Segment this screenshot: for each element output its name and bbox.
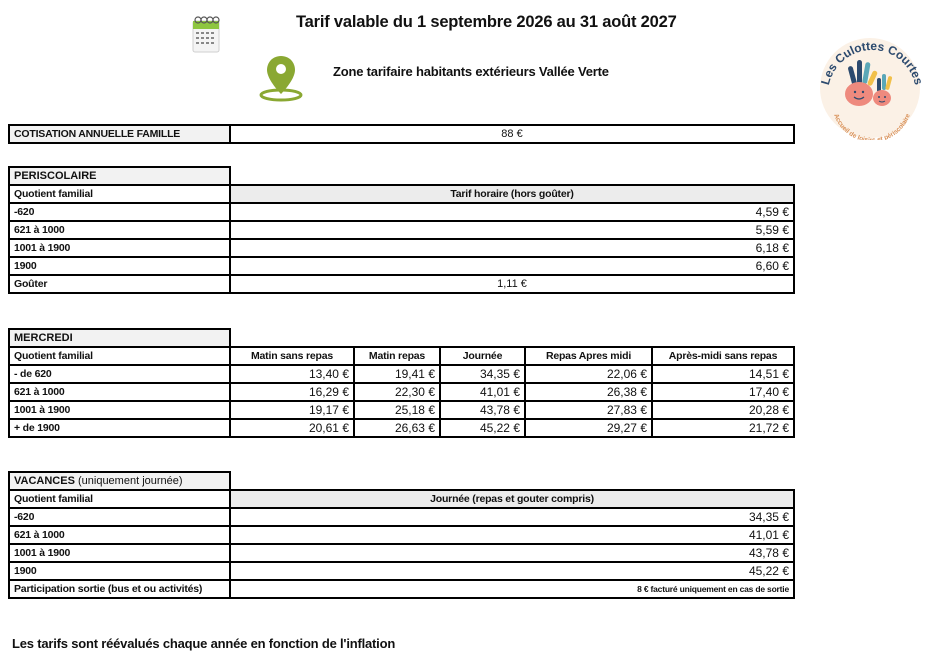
cell: 20,28 € <box>652 401 794 419</box>
gouter-value: 1,11 € <box>230 275 794 293</box>
cell: 17,40 € <box>652 383 794 401</box>
cell: 21,72 € <box>652 419 794 437</box>
row-label: 1001 à 1900 <box>9 544 230 562</box>
mercredi-table <box>8 328 795 438</box>
row-label: -620 <box>9 508 230 526</box>
cotisation-label: COTISATION ANNUELLE FAMILLE <box>9 125 230 143</box>
cell: 26,38 € <box>525 383 652 401</box>
vacances-table <box>8 471 795 599</box>
row-label: - de 620 <box>9 365 230 383</box>
row-label: 621 à 1000 <box>9 526 230 544</box>
table-row <box>9 526 794 544</box>
svg-text:Les Culottes Courtes: Les Culottes Courtes <box>818 38 926 87</box>
cell: 29,27 € <box>525 419 652 437</box>
calendar-icon <box>191 14 223 54</box>
table-row <box>9 203 794 221</box>
cell: 16,29 € <box>230 383 354 401</box>
row-label: -620 <box>9 203 230 221</box>
row-label: 1001 à 1900 <box>9 239 230 257</box>
cell: 41,01 € <box>440 383 525 401</box>
cotisation-value: 88 € <box>230 125 794 143</box>
row-label: 1900 <box>9 257 230 275</box>
row-value: 6,60 € <box>230 257 794 275</box>
row-value: 4,59 € <box>230 203 794 221</box>
table-row <box>9 562 794 580</box>
page-title: Tarif valable du 1 septembre 2026 au 31 août 2027 <box>296 13 677 31</box>
table-row <box>9 580 794 598</box>
row-label: 1900 <box>9 562 230 580</box>
sortie-label: Participation sortie (bus et ou activités) <box>9 580 230 598</box>
map-pin-icon <box>258 54 304 102</box>
periscolaire-title: PERISCOLAIRE <box>9 167 230 185</box>
row-value: 5,59 € <box>230 221 794 239</box>
mercredi-col-0: Quotient familial <box>9 347 230 365</box>
row-value: 45,22 € <box>230 562 794 580</box>
gouter-label: Goûter <box>9 275 230 293</box>
table-row <box>9 239 794 257</box>
table-row <box>9 383 794 401</box>
cell: 19,41 € <box>354 365 440 383</box>
cell: 25,18 € <box>354 401 440 419</box>
periscolaire-col-label: Quotient familial <box>9 185 230 203</box>
row-value: 41,01 € <box>230 526 794 544</box>
cell: 45,22 € <box>440 419 525 437</box>
cell: 14,51 € <box>652 365 794 383</box>
mercredi-col-4: Repas Apres midi <box>525 347 652 365</box>
row-value: 6,18 € <box>230 239 794 257</box>
row-value: 34,35 € <box>230 508 794 526</box>
table-row <box>9 365 794 383</box>
cell: 22,30 € <box>354 383 440 401</box>
table-row <box>9 544 794 562</box>
mercredi-col-5: Après-midi sans repas <box>652 347 794 365</box>
table-row <box>9 257 794 275</box>
vacances-col-value: Journée (repas et gouter compris) <box>230 490 794 508</box>
periscolaire-col-value: Tarif horaire (hors goûter) <box>230 185 794 203</box>
cell: 26,63 € <box>354 419 440 437</box>
cell: 13,40 € <box>230 365 354 383</box>
table-row <box>9 275 794 293</box>
cell: 22,06 € <box>525 365 652 383</box>
logo <box>812 32 930 140</box>
cotisation-table <box>8 124 795 144</box>
cell: 34,35 € <box>440 365 525 383</box>
mercredi-col-2: Matin repas <box>354 347 440 365</box>
periscolaire-table <box>8 166 795 294</box>
sortie-value: 8 € facturé uniquement en cas de sortie <box>230 580 794 598</box>
mercredi-col-3: Journée <box>440 347 525 365</box>
cell: 43,78 € <box>440 401 525 419</box>
svg-text:Accueil de loisirs et périscol: Accueil de loi et périscolaire <box>832 112 912 140</box>
vacances-title-note: (uniquement journée) <box>77 475 183 487</box>
table-row <box>9 401 794 419</box>
footer-note: Les tarifs sont réévalués chaque année en fonction de l'inflation <box>12 636 396 651</box>
table-row <box>9 508 794 526</box>
vacances-title: VACANCES <box>14 475 75 487</box>
row-label: + de 1900 <box>9 419 230 437</box>
table-row <box>9 221 794 239</box>
row-label: 1001 à 1900 <box>9 401 230 419</box>
vacances-col-label: Quotient familial <box>9 490 230 508</box>
row-label: 621 à 1000 <box>9 221 230 239</box>
cell: 20,61 € <box>230 419 354 437</box>
mercredi-col-1: Matin sans repas <box>230 347 354 365</box>
row-label: 621 à 1000 <box>9 383 230 401</box>
mercredi-title: MERCREDI <box>9 329 230 347</box>
zone-subtitle: Zone tarifaire habitants extérieurs Vallée Verte <box>333 64 609 79</box>
vacances-title-cell <box>9 472 230 490</box>
row-value: 43,78 € <box>230 544 794 562</box>
table-row <box>9 419 794 437</box>
cell: 19,17 € <box>230 401 354 419</box>
cell: 27,83 € <box>525 401 652 419</box>
